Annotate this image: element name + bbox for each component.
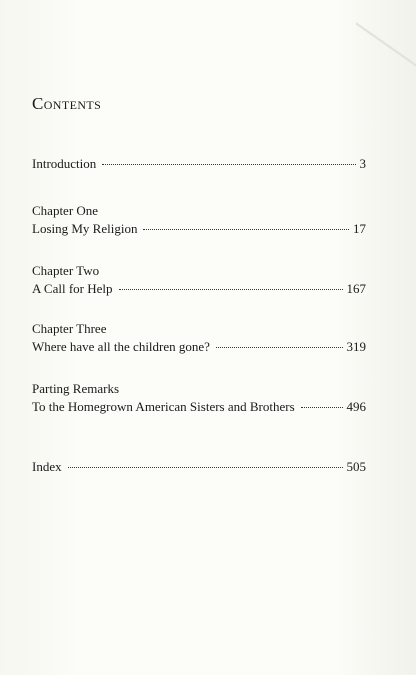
toc-entry-introduction <box>32 155 366 173</box>
toc-entry-page: 17 <box>353 221 366 236</box>
dot-leader <box>102 164 355 165</box>
toc-entry-parting-remarks <box>32 380 366 416</box>
toc-entry-title: Losing My Religion <box>32 221 138 236</box>
toc-entry-page: 496 <box>346 399 366 414</box>
toc-entry-title: Index <box>32 459 62 474</box>
toc-chapter-label: Chapter Three <box>32 321 107 336</box>
toc-chapter-label: Chapter One <box>32 203 99 218</box>
dot-leader <box>301 407 343 408</box>
toc-chapter-label: Parting Remarks <box>32 381 120 396</box>
toc-entry-chapter-two <box>32 262 366 298</box>
toc-entry-chapter-three <box>32 320 366 356</box>
contents-heading: Contents <box>32 94 102 113</box>
toc-entry-chapter-one <box>32 202 366 238</box>
dot-leader <box>68 467 343 468</box>
toc-entry-page: 319 <box>346 339 366 354</box>
toc-entry-title: To the Homegrown American Sisters and Brothers <box>32 399 295 414</box>
toc-chapter-label: Chapter Two <box>32 263 100 278</box>
dot-leader <box>119 289 343 290</box>
page-fold-line <box>356 0 416 90</box>
toc-entry-page: 505 <box>346 459 366 474</box>
toc-entry-page: 167 <box>346 281 366 296</box>
toc-entry-index <box>32 458 366 476</box>
toc-entry-title: Introduction <box>32 156 97 171</box>
toc-entry-page: 3 <box>359 156 366 171</box>
dot-leader <box>143 229 349 230</box>
dot-leader <box>216 347 343 348</box>
toc-entry-title: Where have all the children gone? <box>32 339 210 354</box>
toc-entry-title: A Call for Help <box>32 281 113 296</box>
